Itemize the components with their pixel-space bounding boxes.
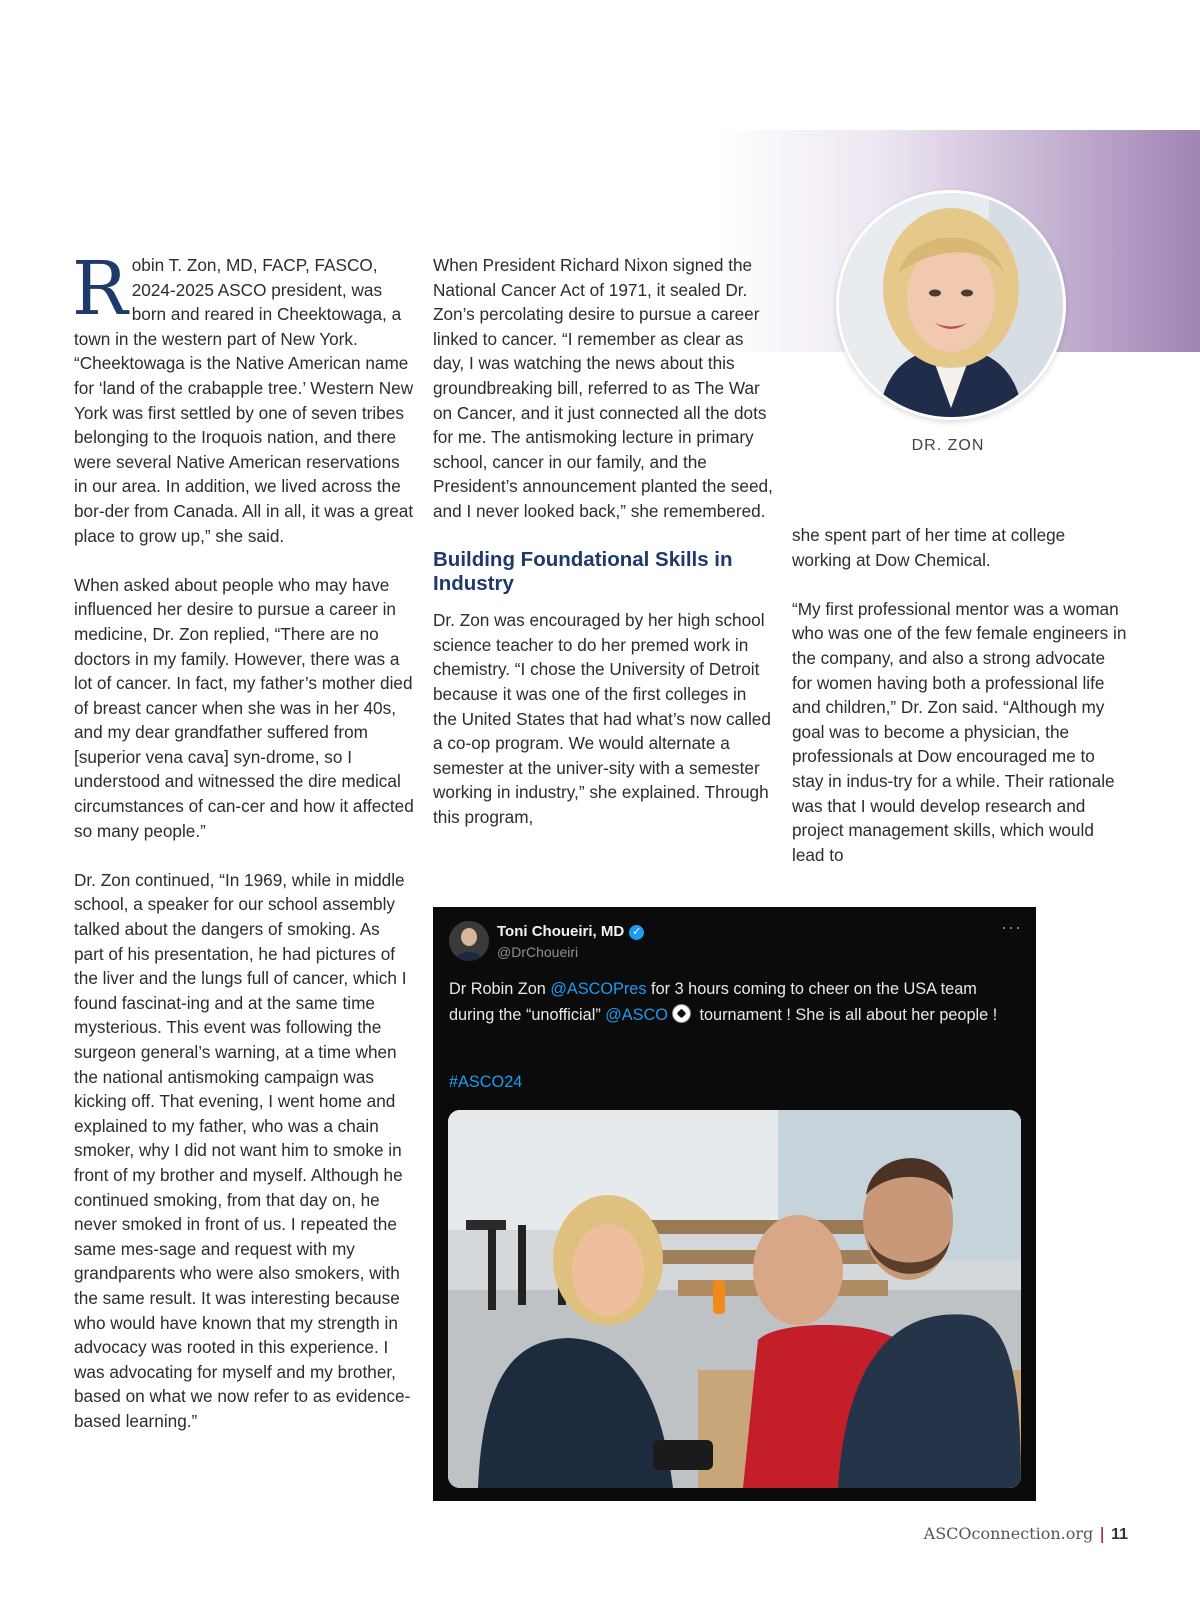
drop-cap: R [72,246,128,332]
embedded-tweet [433,907,1036,1501]
article-column-3 [792,523,1127,892]
portrait-photo [836,190,1066,420]
paragraph: she spent part of her time at college working at Dow Chemical. [792,525,1066,570]
paragraph: When asked about people who may have influenced her desire to pursue a career in medicine, Dr. Zon replied, “There are no doctors in my family. However, there was a lot of cancer. In fact, my father’s mother died of breast cancer when she was in her 40s, and my dear grandfather suffered from [superior vena cava] syn-drome, so I understood and witnessed the dire medical circumstances of can-cer and how it affected so many people.” [74,574,414,841]
footer-site-name: ASCOconnection.org [923,1524,1094,1543]
paragraph: Dr. Zon continued, “In 1969, while in middle school, a speaker for our school assembly talked about the dangers of smoking. As part of his presentation, he had pictures of the liver and the lungs full of cancer, which I found fascinat-ing and at the same time mysterious. This event was following the surgeon general’s warning, at a time when the national antismoking campaign was kicking off. That evening, I went home and explained to my father, who was a chain smoker, why I did not want him to smoke in front of my brother and myself. Although he continued smoking, from that day on, he never smoked in front of us. I repeated the same mes-sage and request with my grandparents who were also smokers, with the same result. It was interesting because who would have known that my strength in advocacy was rooted in this experience. I was advocating for myself and my brother, based on what we now refer to as evidence-based learning.” [74,869,411,1431]
tweet-text [449,977,1019,1027]
footer-separator: | [1099,1524,1106,1543]
section-heading: Building Foundational Skills in Industry [433,548,733,596]
tweet-handle[interactable]: @DrChoueiri [497,944,579,960]
tweet-text-segment: tournament ! She is all about her people ! [694,1006,998,1024]
article-column-1 [72,246,414,1458]
tweet-photo[interactable] [448,1110,1021,1488]
soccer-ball-icon [672,1004,691,1023]
portrait-caption: DR. ZON [911,437,985,454]
hashtag-link[interactable]: #ASCO24 [449,1073,523,1091]
page-number: 11 [1111,1526,1128,1543]
tweet-text-segment: Dr Robin Zon [449,980,551,998]
tweet-author-name-text: Toni Choueiri, MD [497,923,625,940]
page-footer [924,1524,1128,1544]
paragraph [72,246,414,548]
tweet-avatar [449,921,489,961]
article-column-2 [433,253,773,854]
tweet-author-name[interactable] [497,923,644,940]
paragraph: Dr. Zon was encouraged by her high school science teacher to do her premed work in chemistry. “I chose the University of Detroit because it was one of the first colleges in the United States that had what’s now called a co-op program. We would alternate a semester at the univer-sity with a semester working in industry,” she explained. Through this program, [433,610,771,827]
tweet-text-segment: for 3 hours coming to cheer on the USA team during the “unofficial” [449,980,977,1024]
verified-badge-icon: ✓ [629,925,644,940]
mention-link[interactable]: @ASCOPres [550,980,647,998]
paragraph-text: obin T. Zon, MD, FACP, FASCO, 2024-2025 ASCO president, was born and reared in Cheektowaga, a town in the western part of New York. “Cheektowaga is the Native American name for ‘land of the crabapple tree.’ Western New York was first settled by one of seven tribes belonging to the Iroquois nation, and there were several Native American reservations in our area. In addition, we lived across the bor-der from Canada. All in all, it was a great place to grow up,” she said. [74,255,414,546]
paragraph: “My first professional mentor was a woman who was one of the few female engineers in the company, and also a strong advocate for women having both a professional life and children,” Dr. Zon said. “Although my goal was to become a physician, the professionals at Dow encouraged me to stay in indus-try for a while. Their rationale was that I would develop research and project management skills, which would lead to [792,598,1127,865]
mention-link[interactable]: @ASCO [605,1006,668,1024]
more-options-icon[interactable]: ··· [1001,917,1022,937]
paragraph: When President Richard Nixon signed the National Cancer Act of 1971, it sealed Dr. Zon’s percolating desire to pursue a career linked to cancer. “I remember as clear as day, I was watching the news about this groundbreaking bill, referred to as The War on Cancer, and it just connected all the dots for me. The antismoking lecture in primary school, cancer in our family, and the President’s announcement planted the seed, and I never looked back,” she remembered. [433,255,773,521]
